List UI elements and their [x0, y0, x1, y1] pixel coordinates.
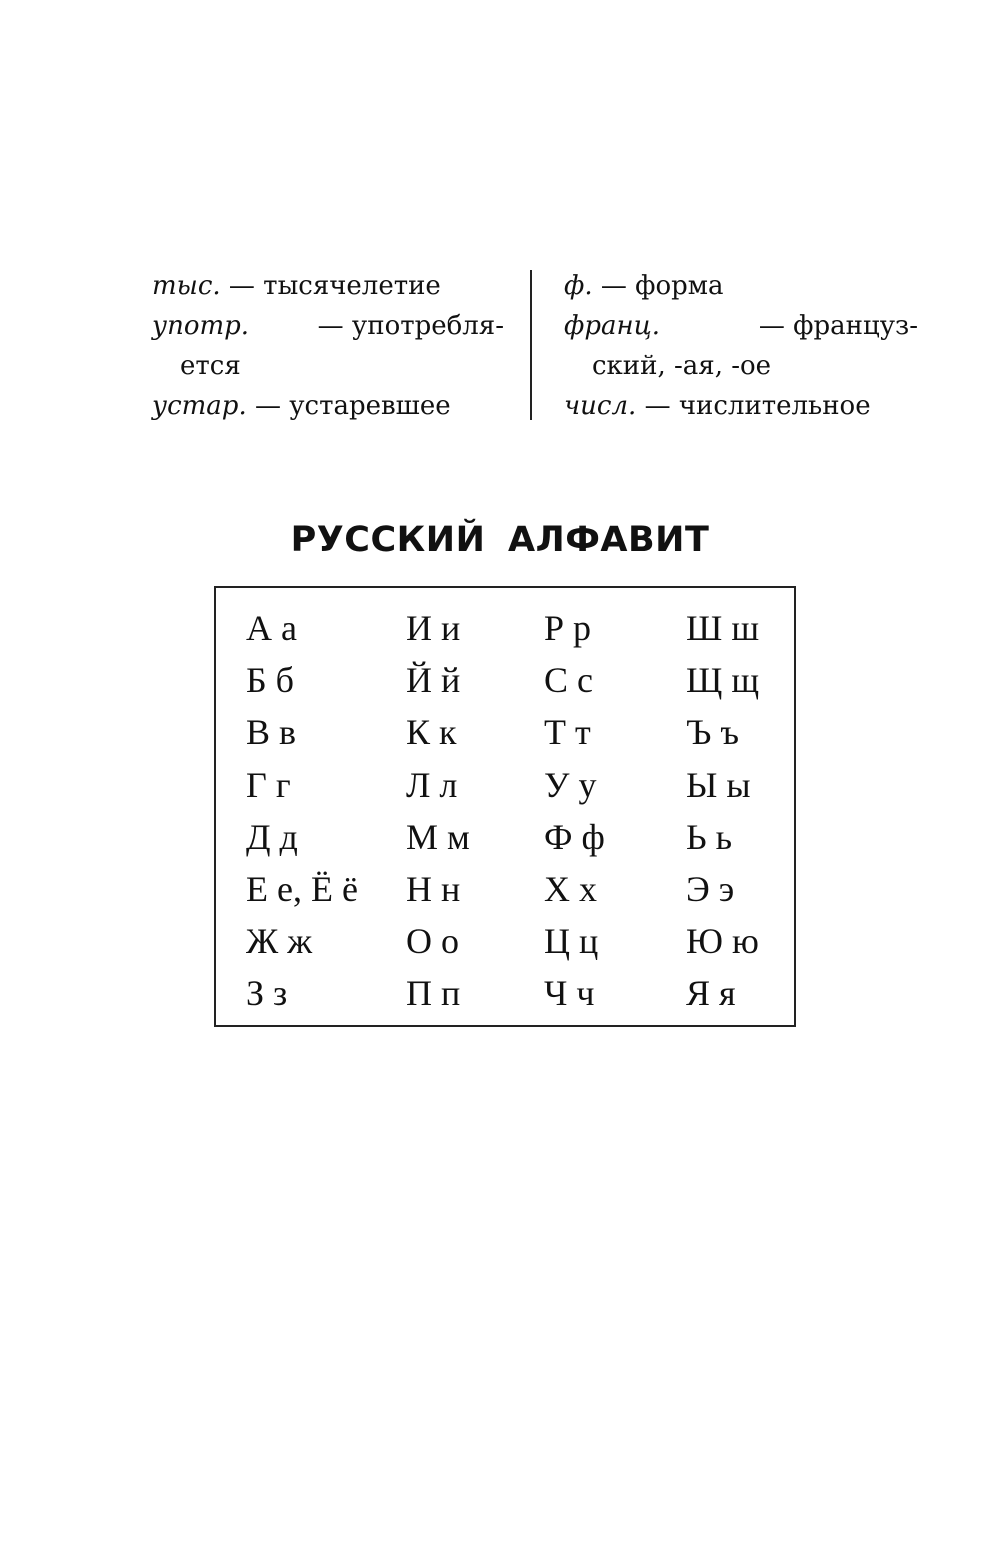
alphabet-letter-pair: М м: [406, 816, 470, 857]
abbreviations-left-column: [152, 266, 504, 426]
alphabet-letter-pair: Ш ш: [686, 608, 760, 648]
alphabet-letter-pair: Х х: [544, 869, 597, 909]
alphabet-letter-pair: Ж ж: [246, 921, 313, 962]
alphabet-letter-pair: Л л: [406, 764, 458, 805]
abbreviation-continuation: ский, -ая, -ое: [592, 351, 772, 381]
abbreviation-entry: [152, 266, 504, 306]
alphabet-letter-pair: Ф ф: [544, 816, 605, 857]
alphabet-letter-pair: Н н: [406, 869, 461, 909]
abbreviation-entry: [152, 306, 504, 386]
abbreviation-term: числ.: [564, 391, 637, 421]
abbreviation-entry: [564, 386, 918, 426]
alphabet-letter-pair: Ъ ъ: [686, 712, 740, 753]
alphabet-letter-pair: К к: [406, 712, 457, 753]
alphabet-letter-pair: Ч ч: [544, 973, 595, 1014]
abbreviations-right-column: [564, 266, 918, 426]
alphabet-letter-pair: О о: [406, 921, 459, 962]
alphabet-letter-pair: Ь ь: [686, 816, 733, 857]
abbreviation-entry: [564, 266, 918, 306]
abbreviation-line: [564, 306, 918, 346]
abbreviation-definition: — француз-: [758, 311, 918, 341]
abbreviation-entry: [564, 306, 918, 386]
alphabet-letter-pair: Я я: [686, 973, 736, 1014]
alphabet-letter-pair: Ы ы: [686, 764, 751, 805]
alphabet-title: РУССКИЙ АЛФАВИТ: [290, 520, 710, 560]
alphabet-letter-pair: Й й: [406, 660, 461, 701]
abbreviation-term: тыс.: [152, 271, 221, 301]
alphabet-table: [214, 586, 796, 1027]
abbreviation-line: [152, 306, 504, 346]
alphabet-letter-pair: Э э: [686, 869, 735, 909]
abbreviations-section: [152, 266, 918, 426]
abbreviation-definition: — устаревшее: [254, 391, 451, 421]
alphabet-letter-pair: Ц ц: [544, 921, 599, 962]
alphabet-letter-pair: Ю ю: [686, 921, 759, 962]
column-divider: [530, 270, 532, 420]
alphabet-letter-pair: У у: [544, 764, 597, 805]
alphabet-letter-pair: Е е, Ё ё: [246, 869, 358, 909]
abbreviation-continuation: ется: [180, 351, 241, 381]
alphabet-letter-pair: С с: [544, 660, 593, 701]
abbreviation-definition: — числительное: [644, 391, 871, 421]
alphabet-letter-pair: Р р: [544, 608, 592, 648]
alphabet-letter-pair: Т т: [544, 712, 591, 753]
abbreviation-term: употр.: [152, 311, 250, 341]
alphabet-letter-pair: Д д: [246, 816, 298, 857]
alphabet-letter-pair: П п: [406, 973, 461, 1014]
abbreviation-term: франц.: [564, 311, 661, 341]
alphabet-letter-pair: А а: [246, 608, 297, 648]
abbreviation-entry: [152, 386, 504, 426]
abbreviation-term: устар.: [152, 391, 247, 421]
abbreviation-definition: — тысячелетие: [228, 271, 441, 301]
alphabet-letter-pair: В в: [246, 712, 297, 753]
abbreviation-term: ф.: [564, 271, 593, 301]
alphabet-letter-pair: Г г: [246, 764, 291, 805]
alphabet-letter-pair: И и: [406, 608, 461, 648]
alphabet-letter-pair: Щ щ: [686, 660, 760, 701]
abbreviation-definition: — употребля-: [317, 311, 504, 341]
abbreviation-definition: — форма: [600, 271, 724, 301]
alphabet-letter-pair: Б б: [246, 660, 294, 701]
alphabet-letter-pair: З з: [246, 973, 288, 1014]
